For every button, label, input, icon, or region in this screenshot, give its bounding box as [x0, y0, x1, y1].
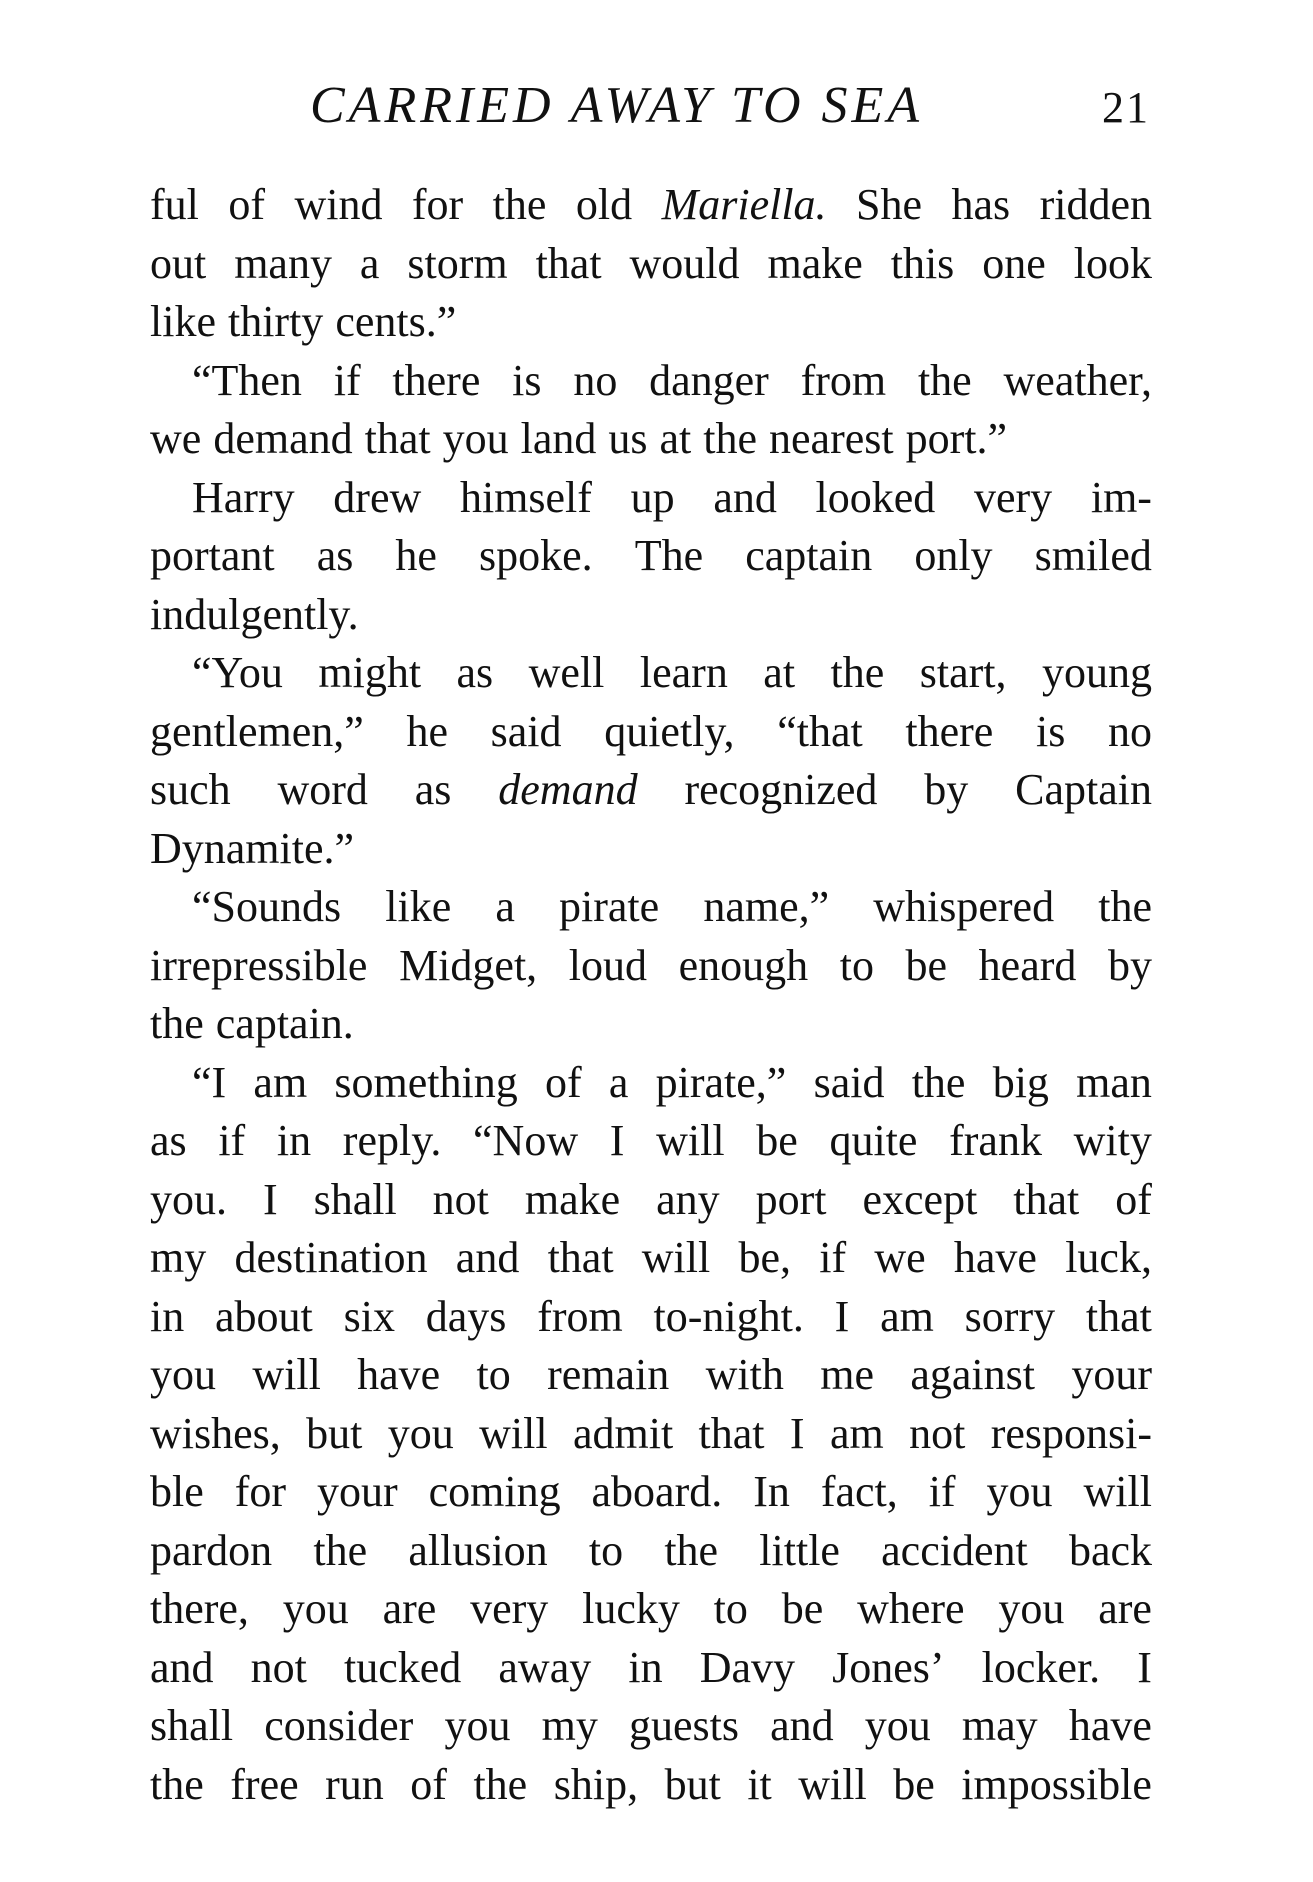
word: will: [798, 1759, 867, 1809]
word: there: [392, 355, 481, 405]
word: free: [230, 1759, 299, 1809]
text-line: [150, 1580, 1152, 1639]
word: ship,: [553, 1759, 639, 1809]
word: luck,: [1065, 1233, 1152, 1282]
word: are: [382, 1584, 437, 1633]
word: destination: [234, 1233, 428, 1282]
text-line: [150, 1054, 1152, 1113]
word: “Now: [473, 1116, 579, 1165]
word: recognized: [684, 765, 878, 814]
word: the: [313, 1525, 368, 1575]
word: word: [277, 765, 368, 814]
word: have: [953, 1233, 1037, 1282]
word: wind: [294, 180, 383, 229]
word: I: [834, 1291, 850, 1341]
word: will: [479, 1408, 548, 1458]
word: as: [414, 765, 452, 814]
word: to: [713, 1584, 748, 1633]
word: tucked: [343, 1642, 462, 1692]
word: back: [1068, 1525, 1152, 1575]
word: us: [608, 414, 648, 463]
word: ful: [150, 180, 199, 229]
word: “You: [192, 648, 283, 697]
word: portant: [150, 531, 275, 580]
word: accident: [881, 1525, 1028, 1575]
word: that: [1085, 1291, 1152, 1341]
word: shall: [150, 1701, 234, 1750]
word: old: [575, 180, 633, 229]
word: of: [1115, 1174, 1152, 1224]
word: enough: [678, 940, 809, 990]
word: one: [982, 238, 1046, 288]
word: drew: [333, 472, 422, 522]
text-line: [150, 1171, 1152, 1230]
word: the: [1098, 882, 1152, 931]
word: but: [664, 1759, 721, 1809]
word: irrepressible: [150, 940, 368, 990]
word: am: [829, 1408, 884, 1458]
word: the: [917, 355, 972, 405]
word: the: [150, 999, 204, 1048]
text-line: [150, 644, 1152, 703]
word: that: [547, 1233, 614, 1282]
text-line: [150, 937, 1152, 996]
text-line: [150, 352, 1152, 411]
text-line: [150, 878, 1152, 937]
word: very: [973, 472, 1053, 522]
word: demand: [213, 414, 353, 463]
word: am: [253, 1057, 308, 1107]
word: of: [544, 1057, 582, 1107]
word: said: [490, 706, 562, 756]
word: will: [656, 1116, 725, 1165]
word: well: [528, 648, 605, 697]
word: “I: [192, 1057, 227, 1107]
word: big: [992, 1057, 1049, 1107]
word: shall: [313, 1174, 397, 1224]
word: no: [573, 355, 618, 405]
word: guests: [628, 1701, 739, 1750]
word: I: [262, 1174, 278, 1224]
text-line: [150, 995, 1152, 1054]
word: and: [770, 1701, 834, 1750]
word: fact,: [820, 1467, 898, 1516]
body-text: [150, 176, 1152, 1814]
word: ble: [150, 1467, 204, 1516]
text-line: [150, 586, 1152, 645]
word: my: [150, 1233, 207, 1282]
word: out: [150, 238, 207, 288]
word: away: [498, 1642, 592, 1692]
word: ridden: [1039, 180, 1152, 229]
word: he: [406, 706, 448, 756]
word: are: [1098, 1584, 1152, 1633]
word: land: [520, 414, 597, 463]
word: it: [747, 1759, 772, 1809]
word: of: [410, 1759, 447, 1809]
word: he: [395, 531, 437, 580]
text-line: [150, 1756, 1152, 1815]
word: spoke.: [479, 531, 593, 580]
word: quite: [829, 1116, 918, 1165]
word: at: [659, 414, 692, 463]
word: with: [705, 1350, 784, 1399]
word: weather,: [1003, 355, 1152, 405]
word: but: [306, 1408, 363, 1458]
word: you: [150, 1350, 216, 1399]
word: be: [756, 1116, 798, 1165]
word: Dynamite.”: [150, 823, 355, 873]
word: wity: [1073, 1116, 1152, 1165]
word: the: [911, 1057, 966, 1107]
word: im-: [1090, 472, 1152, 522]
word: may: [961, 1701, 1038, 1750]
word: aboard.: [591, 1467, 723, 1516]
word: you: [282, 1584, 349, 1633]
word: make: [767, 238, 863, 288]
word: is: [512, 355, 542, 405]
word: locker.: [981, 1642, 1101, 1692]
word: heard: [978, 940, 1077, 990]
word: from: [800, 355, 887, 405]
word: in: [150, 1291, 185, 1341]
page-header: [150, 76, 1150, 146]
word: a: [608, 1057, 629, 1107]
word: I: [609, 1116, 625, 1165]
word: will: [1083, 1467, 1152, 1516]
word: and: [150, 1642, 214, 1692]
word: up: [630, 472, 675, 522]
word: such: [150, 765, 231, 814]
word: “Sounds: [192, 882, 342, 931]
word: will: [641, 1233, 711, 1282]
word: nearest: [769, 414, 894, 463]
word: pardon: [150, 1525, 273, 1575]
word: himself: [459, 472, 592, 522]
word: learn: [639, 648, 728, 697]
word: if: [218, 1116, 246, 1165]
word: man: [1076, 1057, 1152, 1107]
word: whispered: [873, 882, 1055, 931]
word: young: [1042, 648, 1152, 697]
text-line: [150, 235, 1152, 294]
word: something: [334, 1057, 518, 1107]
text-line: [150, 820, 1152, 879]
word: In: [753, 1467, 790, 1516]
word: only: [914, 531, 993, 580]
text-line: [150, 1697, 1152, 1756]
word: to: [588, 1525, 624, 1575]
word: name,”: [703, 882, 830, 931]
word: be: [905, 940, 948, 990]
word: be: [893, 1759, 935, 1809]
word: like: [385, 882, 452, 931]
word: you: [864, 1701, 931, 1750]
word: your: [1071, 1350, 1152, 1399]
word: to-night.: [653, 1291, 804, 1341]
word: not: [909, 1408, 966, 1458]
word: Davy: [699, 1642, 795, 1692]
text-line: [150, 1229, 1152, 1288]
word: pirate: [559, 882, 660, 931]
word: many: [234, 238, 332, 288]
text-line: [150, 1639, 1152, 1698]
word: a: [359, 238, 380, 288]
word: very: [470, 1584, 549, 1633]
word: have: [1068, 1701, 1152, 1750]
word: have: [357, 1350, 441, 1399]
word: little: [759, 1525, 840, 1575]
word: would: [629, 238, 740, 288]
word: danger: [649, 355, 769, 405]
word: smiled: [1034, 531, 1152, 580]
word: looked: [815, 472, 936, 522]
italic-word: Mariella.: [661, 180, 827, 229]
word: by: [924, 765, 969, 814]
word: except: [862, 1174, 978, 1224]
word: any: [656, 1174, 720, 1224]
word: against: [910, 1350, 1035, 1399]
text-line: [150, 527, 1152, 586]
page-number: 21: [1102, 83, 1150, 132]
word: am: [880, 1291, 934, 1341]
word: said: [813, 1057, 885, 1107]
word: “that: [777, 706, 863, 756]
word: for: [234, 1467, 287, 1516]
word: no: [1107, 706, 1152, 756]
word: six: [343, 1291, 395, 1341]
word: as: [456, 648, 494, 697]
word: run: [325, 1759, 384, 1809]
word: The: [634, 531, 704, 580]
word: “Then: [192, 355, 302, 405]
word: to: [476, 1350, 511, 1399]
word: you.: [150, 1174, 227, 1224]
word: you: [998, 1584, 1065, 1633]
word: admit: [572, 1408, 674, 1458]
italic-word: demand: [498, 765, 638, 814]
word: I: [789, 1408, 805, 1458]
word: pirate,”: [655, 1057, 787, 1107]
text-line: [150, 1522, 1152, 1581]
word: impossible: [961, 1759, 1152, 1809]
word: as: [316, 531, 354, 580]
word: sorry: [964, 1291, 1056, 1341]
word: storm: [407, 238, 508, 288]
text-line: [150, 1112, 1152, 1171]
word: Jones’: [832, 1642, 945, 1692]
word: you: [986, 1467, 1053, 1516]
word: Midget,: [399, 940, 538, 990]
word: we: [150, 414, 202, 463]
word: indulgently.: [150, 589, 359, 639]
text-line: [150, 1346, 1152, 1405]
text-line: [150, 410, 1152, 469]
word: the: [492, 180, 547, 229]
word: I: [1137, 1642, 1152, 1692]
word: captain.: [215, 999, 354, 1048]
word: in: [628, 1642, 663, 1692]
word: allusion: [408, 1525, 548, 1575]
word: if: [819, 1233, 847, 1282]
word: loud: [568, 940, 647, 990]
word: that: [364, 414, 431, 463]
text-line: [150, 1405, 1152, 1464]
word: a: [495, 882, 515, 931]
word: the: [830, 648, 885, 697]
word: there: [905, 706, 994, 756]
word: remain: [547, 1350, 670, 1399]
word: be,: [738, 1233, 791, 1282]
word: for: [411, 180, 464, 229]
word: gentlemen,”: [150, 706, 364, 756]
word: and: [455, 1233, 520, 1282]
word: responsi-: [990, 1408, 1152, 1458]
word: not: [432, 1174, 489, 1224]
word: from: [537, 1291, 623, 1341]
word: to: [839, 940, 874, 990]
running-head: CARRIED AWAY TO SEA: [310, 77, 924, 134]
word: might: [318, 648, 422, 697]
word: the: [150, 1759, 204, 1809]
text-line: [150, 469, 1152, 528]
word: me: [820, 1350, 874, 1399]
word: port: [755, 1174, 827, 1224]
word: consider: [264, 1701, 414, 1750]
word: the: [473, 1759, 528, 1809]
word: frank: [949, 1116, 1042, 1165]
word: as: [150, 1116, 187, 1165]
word: this: [890, 238, 955, 288]
text-line: [150, 176, 1152, 235]
text-line: [150, 1463, 1152, 1522]
word: wishes,: [150, 1408, 281, 1458]
text-line: [150, 761, 1152, 820]
word: you: [442, 414, 509, 463]
word: if: [928, 1467, 956, 1516]
word: look: [1073, 238, 1152, 288]
word: by: [1107, 940, 1152, 990]
word: we: [874, 1233, 926, 1282]
word: has: [951, 180, 1011, 229]
word: cents.”: [335, 297, 457, 346]
word: that: [1013, 1174, 1080, 1224]
word: you: [387, 1408, 454, 1458]
word: make: [524, 1174, 621, 1224]
word: of: [228, 180, 265, 229]
word: at: [763, 648, 796, 697]
word: thirty: [227, 297, 324, 346]
text-line: [150, 293, 1152, 352]
word: like: [150, 297, 216, 346]
word: your: [316, 1467, 398, 1516]
text-line: [150, 1288, 1152, 1347]
word: that: [698, 1408, 765, 1458]
word: lucky: [582, 1584, 680, 1633]
word: start,: [919, 648, 1007, 697]
word: will: [252, 1350, 321, 1399]
word: Captain: [1015, 765, 1152, 814]
word: and: [713, 472, 777, 522]
word: port.”: [905, 414, 1008, 463]
text-line: [150, 703, 1152, 762]
word: you: [444, 1701, 511, 1750]
word: not: [250, 1642, 307, 1692]
word: reply.: [342, 1116, 442, 1165]
word: there,: [150, 1584, 249, 1633]
word: She: [856, 180, 923, 229]
word: is: [1035, 706, 1066, 756]
word: the: [664, 1525, 719, 1575]
word: Harry: [192, 472, 295, 522]
word: in: [276, 1116, 312, 1165]
word: my: [541, 1701, 598, 1750]
word: be: [781, 1584, 824, 1633]
word: if: [333, 355, 361, 405]
word: where: [857, 1584, 965, 1633]
word: that: [535, 238, 602, 288]
word: the: [703, 414, 758, 463]
word: about: [215, 1291, 313, 1341]
word: quietly,: [604, 706, 735, 756]
word: days: [425, 1291, 507, 1341]
word: coming: [428, 1467, 561, 1516]
word: captain: [745, 531, 873, 580]
